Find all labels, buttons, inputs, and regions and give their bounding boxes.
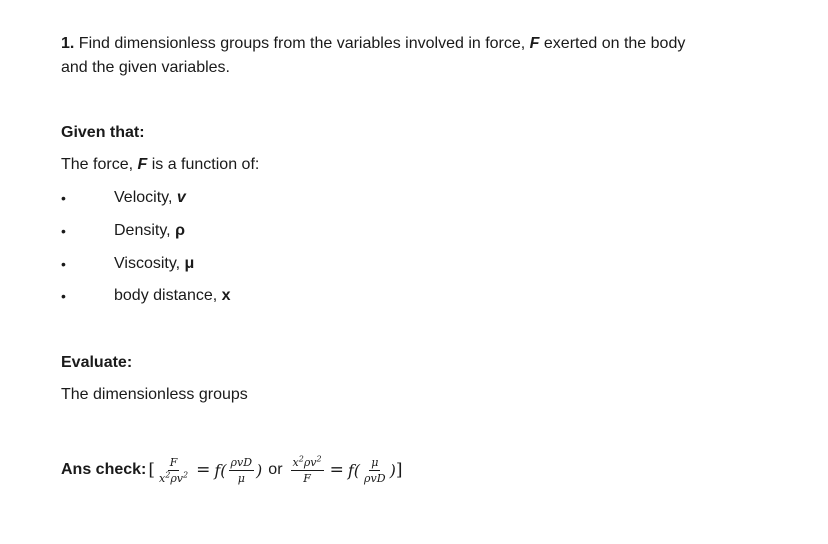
fraction-numerator: ρvD [230, 455, 253, 469]
given-intro [61, 154, 259, 176]
variable-label: Viscosity, [114, 255, 185, 272]
fraction-numerator: $x^2\rho v^2$ [292, 453, 322, 469]
given-intro-tail: is a function of: [147, 156, 260, 173]
variable-label: Velocity, [114, 189, 177, 206]
variable-symbol: x [221, 287, 231, 304]
evaluate-text: The dimensionless groups [61, 386, 248, 403]
variable-label: body distance, [114, 287, 222, 304]
bullet-icon: • [61, 256, 66, 272]
variable-viscosity [114, 253, 194, 275]
list-item [0, 220, 400, 242]
fraction-force-group [157, 456, 190, 485]
variable-label: Density, [114, 222, 176, 239]
bullet-icon: • [61, 288, 66, 304]
list-item [0, 253, 400, 275]
answer-label: Ans check: [61, 461, 147, 478]
or-text: or [268, 461, 283, 478]
given-heading: Given that: [61, 124, 145, 141]
force-symbol: F [529, 35, 540, 52]
variable-symbol: v [176, 189, 186, 206]
question-text: Find dimensionless groups from the variables involved in force, [74, 35, 530, 52]
bullet-icon: • [61, 223, 66, 239]
evaluate-heading: Evaluate: [61, 354, 133, 371]
function-close: ) [256, 460, 263, 480]
function-close: ) [389, 460, 396, 480]
list-item [0, 187, 400, 209]
fraction-numerator: F [169, 455, 178, 469]
fraction-denominator: $x^2\rho v^2$ [159, 469, 189, 485]
fraction-numerator: μ [371, 455, 379, 469]
bullet-icon: • [61, 190, 66, 206]
variable-velocity [114, 187, 186, 209]
function-f: f( [214, 460, 227, 480]
equals-sign: = [329, 460, 344, 480]
fraction-denominator: F [303, 471, 311, 485]
fraction-denominator: μ [237, 471, 245, 485]
fraction-reynolds [229, 456, 255, 485]
question-line-1 [61, 32, 685, 56]
variable-symbol: μ [184, 255, 195, 272]
variable-body-distance [114, 285, 231, 307]
fraction-inverse-reynolds [362, 456, 388, 485]
variable-density [114, 220, 185, 242]
question-text-tail: exerted on the body [539, 35, 686, 52]
open-bracket: [ [148, 460, 156, 480]
function-f: f( [347, 460, 361, 480]
equals-sign: = [196, 460, 211, 480]
given-intro-text: The force, [61, 156, 138, 173]
fraction-inverse-force-group [291, 453, 324, 485]
question-number: 1. [61, 35, 75, 52]
given-intro-symbol: F [137, 156, 148, 173]
variable-symbol: ρ [175, 222, 185, 239]
answer-check [61, 448, 402, 492]
fraction-denominator: ρvD [364, 471, 386, 485]
question-line-2 [61, 56, 230, 80]
close-bracket: ] [395, 460, 403, 480]
question-text-line2: and the given variables. [61, 59, 230, 76]
list-item [0, 285, 400, 307]
